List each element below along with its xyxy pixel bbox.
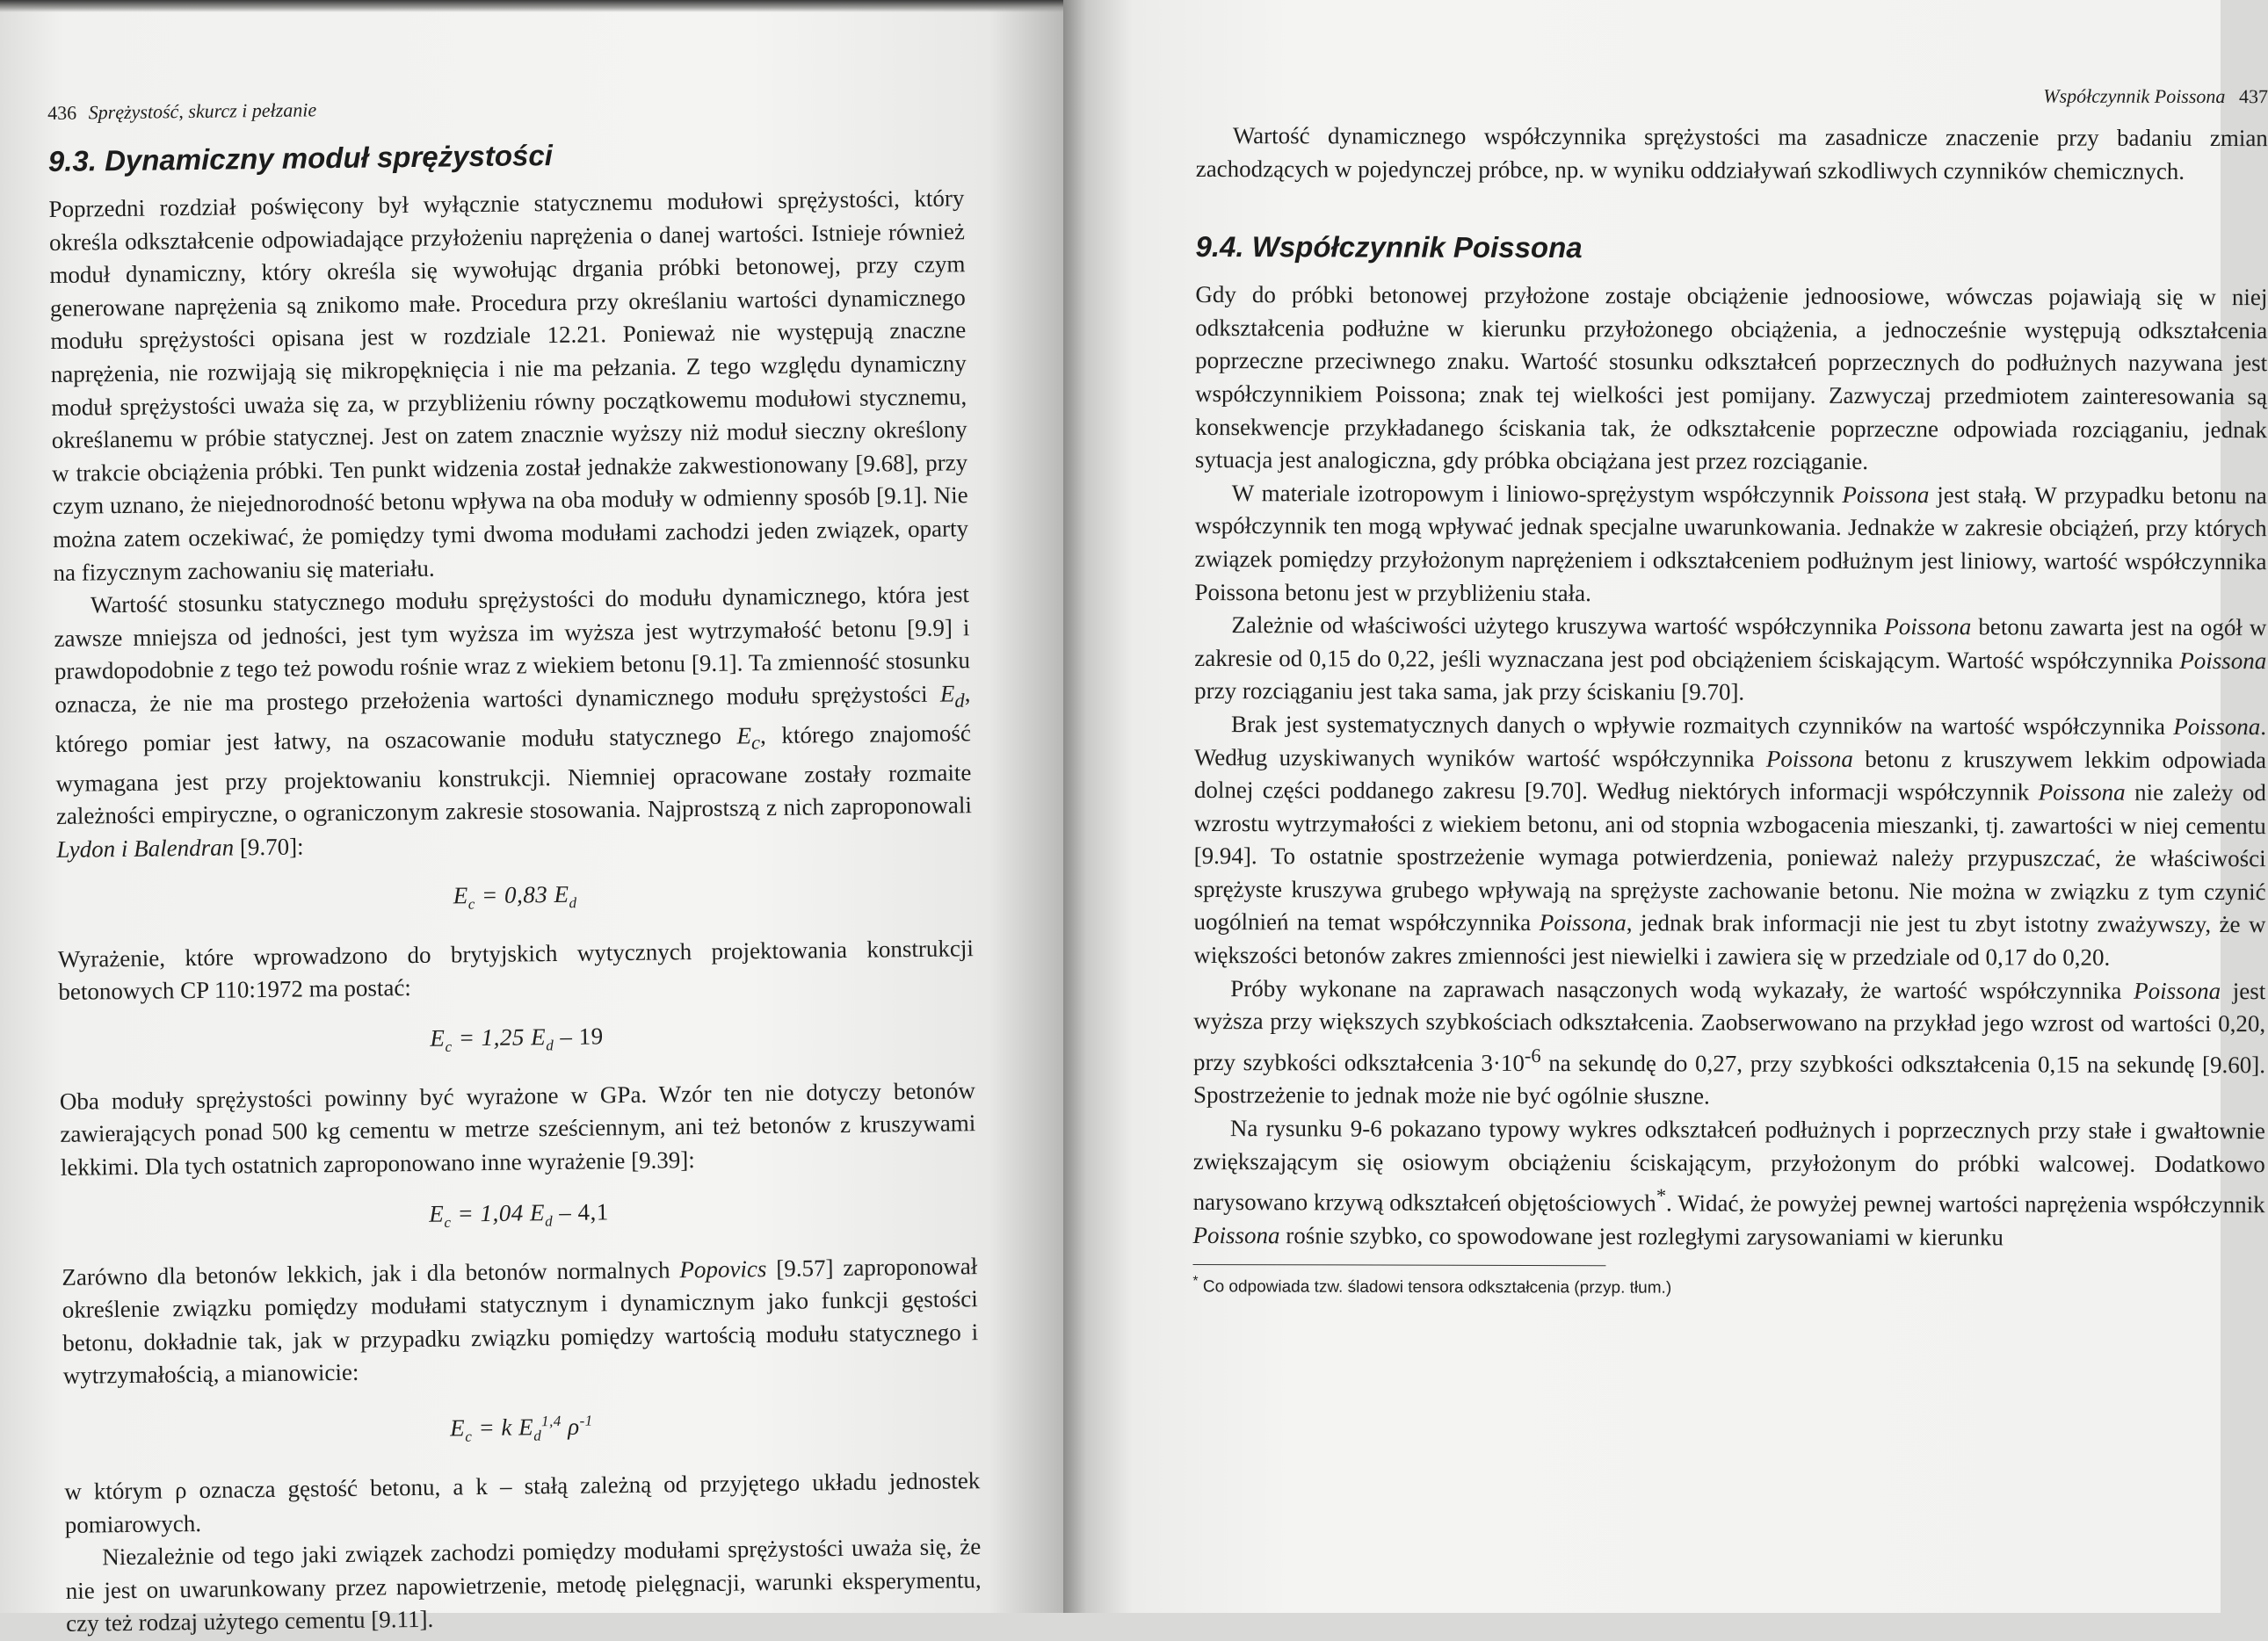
right-paragraph-6: Na rysunku 9-6 pokazano typowy wykres odkształceń podłużnych i poprzecznych przy stałe i gwałtownie zwiększającym się osiowym obciążeniu ściskającym, przyłożonym do próbki walcowej. Dodatkowo narysowano krzywą odkształceń objętościowych*. Widać, że powyżej pewnej wartości naprężenia współczynnik Poissona rośnie szybko, co spowodowane jest rozległymi zarysowaniami w kierunku — [1192, 1115, 2265, 1251]
formula-1: $E_c = 0,83$ $E_d$ — [453, 880, 577, 913]
left-running-title: Sprężystość, skurcz i pełzanie — [88, 98, 317, 124]
right-paragraph-3: Zależnie od właściwości użytego kruszywa wartość współczynnika Poissona betonu zawarta jest na ogół w zakresie od 0,15 do 0,22, jeśli wyznaczana jest pod obciążeniem ściskającym. Wartość współczynnika Poissona przy rozciąganiu jest taka sama, jak przy ściskaniu [9.70]. — [1194, 611, 2267, 705]
right-page-number: 437 — [2238, 85, 2268, 108]
section-title-9-4: 9.4. Współczynnik Poissona — [1195, 230, 1583, 264]
left-running-head — [47, 89, 963, 127]
left-paragraph-5: Zarówno dla betonów lekkich, jak i dla betonów normalnych Popovics [9.57] zaproponował określenie związku pomiędzy modułami statycznym i dynamicznym jako funkcji gęstości betonu, dokładnie tak, jak w przypadku związku pomiędzy wartością modułu statycznego i wytrzymałością, a mianowicie: — [62, 1252, 979, 1390]
formula-2: $E_c = 1,25$ $E_d - 19$ — [430, 1023, 604, 1055]
left-paragraph-2: Wartość stosunku statycznego modułu sprężystości do modułu dynamicznego, która jest zawsze mniejsza od jedności, jest tym wyższa im wyższa jest wytrzymałość betonu [9.9] i prawdopodobnie z tego też powodu rośnie wraz z wiekiem betonu [9.1]. Ta zmienność stosunku oznacza, że nie ma prostego przełożenia wartości dynamicznego modułu sprężystości $E_d$, którego pomiar jest łatwy, na oszacowanie modułu statycznego $E_c$, którego znajomość wymagana jest przy projektowaniu konstrukcji. Niemniej opracowane zostały rozmaite zależności empiryczne, o ograniczonym zakresie stosowania. Najprostszą z nich zaproponowali Lydon i Balendran [9.70]: — [54, 581, 973, 863]
left-paragraph-7: Niezależnie od tego jaki związek zachodzi pomiędzy modułami sprężystości uważa się, że nie jest on uwarunkowany przez napowietrzenie, metodę pielęgnacji, warunki eksperymentu, czy też rodzaj użytego cementu [9.11]. — [65, 1533, 982, 1637]
right-paragraph-5: Próby wykonane na zaprawach nasączonych wodą wykazały, że wartość współczynnika Poissona jest wyższa przy większych szybkościach odkształcenia. Zaobserwowano na przykład jego wzrost od wartości 0,20, przy szybkości odkształcenia $3\cdot 10^{-6}$ na sekundę do 0,27, przy szybkości odkształcenia 0,15 na sekundę [9.60]. Spostrzeżenie to jednak może nie być ogólnie słuszne. — [1192, 974, 2266, 1110]
left-paragraph-1: Poprzedni rozdział poświęcony był wyłącznie statycznemu modułowi sprężystości, który określa odkształcenie odpowiadające przyłożeniu naprężenia o danej wartości. Istnieje również moduł dynamiczny, który określa się wywołując drgania próbki betonowej, przy czym generowane naprężenia są znikomo małe. Procedura przy określaniu wartości dynamicznego modułu sprężystości opisana jest w rozdziale 12.21. Ponieważ nie występują znaczne naprężenia, nie rozwijają się mikropęknięcia i nie ma pełzania. Z tego względu dynamiczny moduł sprężystości uważa się za, w przybliżeniu równy początkowemu modułowi stycznemu, określanemu w próbie statycznej. Jest on zatem znacznie wyższy niż moduł sieczny określony w trakcie obciążenia próbki. Ten punkt widzenia został jednakże zakwestionowany [9.68], przy czym uznano, że niejednorodność betonu wpływa na oba moduły w odmienny sposób [9.1]. Nie można zatem oczekiwać, że pomiędzy tymi dwoma modułami zachodzi jeden związek, oparty na fizycznym zachowaniu się materiału. — [48, 184, 969, 586]
formula-4: $E_c = k$ $E_d^{1,4}$ $\rho^{-1}$ — [449, 1412, 593, 1445]
right-page — [1063, 0, 2268, 1613]
right-paragraph-4: Brak jest systematycznych danych o wpływie rozmaitych czynników na wartość współczynnika Poissona. Według uzyskiwanych wyników wartość współczynnika Poissona betonu z kruszywem lekkim odpowiada dolnej części poddanego zakresu [9.70]. Według niektórych informacji współczynnik Poissona nie zależy od wzrostu wytrzymałości z wiekiem betonu, ani od stopnia wzbogacenia mieszanki, tj. zawartości w niej cementu [9.94]. To ostatnie spostrzeżenie wymaga potwierdzenia, ponieważ należy przypuszczać, że właściwości sprężyste kruszywa grubego wpływają na sprężyste zachowanie betonu. Nie można w związku z tym czynić uogólnień na temat współczynnika Poissona, jednak brak informacji nie jest tu zbyt istotny zważywszy, że w większości betonów zakres zmienności jest niewielki i zawiera się w przedziale od 0,17 do 0,20. — [1193, 711, 2267, 971]
footnote: * Co odpowiada tzw. śladowi tensora odkształcenia (przyp. tłum.) — [1192, 1274, 1672, 1298]
right-paragraph-2: W materiale izotropowym i liniowo-sprężystym współczynnik Poissona jest stałą. W przypadku betonu na współczynnik ten mogą wpływać jednak specjalne uwarunkowania. Jednakże w zakresie obciążeń, przy których związek pomiędzy przyłożonym naprężeniem i odkształceniem podłużnym jest liniowy, wartość współczynnika Poissona betonu jest w przybliżeniu stała. — [1194, 479, 2267, 606]
left-page-text — [47, 89, 982, 1641]
right-paragraph-0: Wartość dynamicznego współczynnika sprężystości ma zasadnicze znaczenie przy badaniu zmian zachodzących w pojedynczej próbce, np. w wyniku oddziaływań szkodliwych czynników chemicznych. — [1195, 122, 2268, 184]
right-running-head — [1196, 81, 2268, 110]
formula-3: $E_c = 1,04$ $E_d - 4,1$ — [429, 1197, 609, 1231]
left-page — [0, 0, 1063, 1637]
right-running-title: Współczynnik Poissona — [2043, 84, 2226, 108]
right-paragraph-1: Gdy do próbki betonowej przyłożone zostaje obciążenie jednoosiowe, wówczas pojawiają się w niej odkształcenia podłużne w kierunku przyłożonego obciążenia, a jednocześnie występują odkształcenia poprzeczne przeciwnego znaku. Wartość stosunku odkształceń poprzecznych do podłużnych nazywana jest współczynnikiem Poissona; znak tej wielkości jest pomijany. Zazwyczaj przedmiotem zainteresowania są konsekwencje przykładanego ściskania tak, że odkształcenie poprzeczne odpowiada rozciąganiu, jednak sytuacja jest analogiczna, gdy próbka obciążana jest przez rozciąganie. — [1194, 281, 2268, 475]
section-title-9-3: 9.3. Dynamiczny moduł sprężystości — [47, 138, 554, 177]
right-page-text — [1192, 81, 2268, 1302]
scan-edge — [0, 0, 1063, 12]
left-page-number: 436 — [47, 101, 77, 124]
left-paragraph-4: Oba moduły sprężystości powinny być wyrażone w GPa. Wzór ten nie dotyczy betonów zawierających ponad 500 kg cementu w metrze sześciennym, ani też betonów z kruszywami lekkimi. Dla tych ostatnich zaproponowano inne wyrażenie [9.39]: — [59, 1076, 976, 1181]
left-paragraph-3: Wyrażenie, które wprowadzono do brytyjskich wytycznych projektowania konstrukcji betonowych CP 110:1972 ma postać: — [57, 934, 975, 1006]
left-paragraph-6: w którym ρ oznacza gęstość betonu, a k – stałą zależną od przyjętego układu jednostek pomiarowych. — [64, 1467, 981, 1538]
footnote-rule — [1192, 1264, 1605, 1266]
